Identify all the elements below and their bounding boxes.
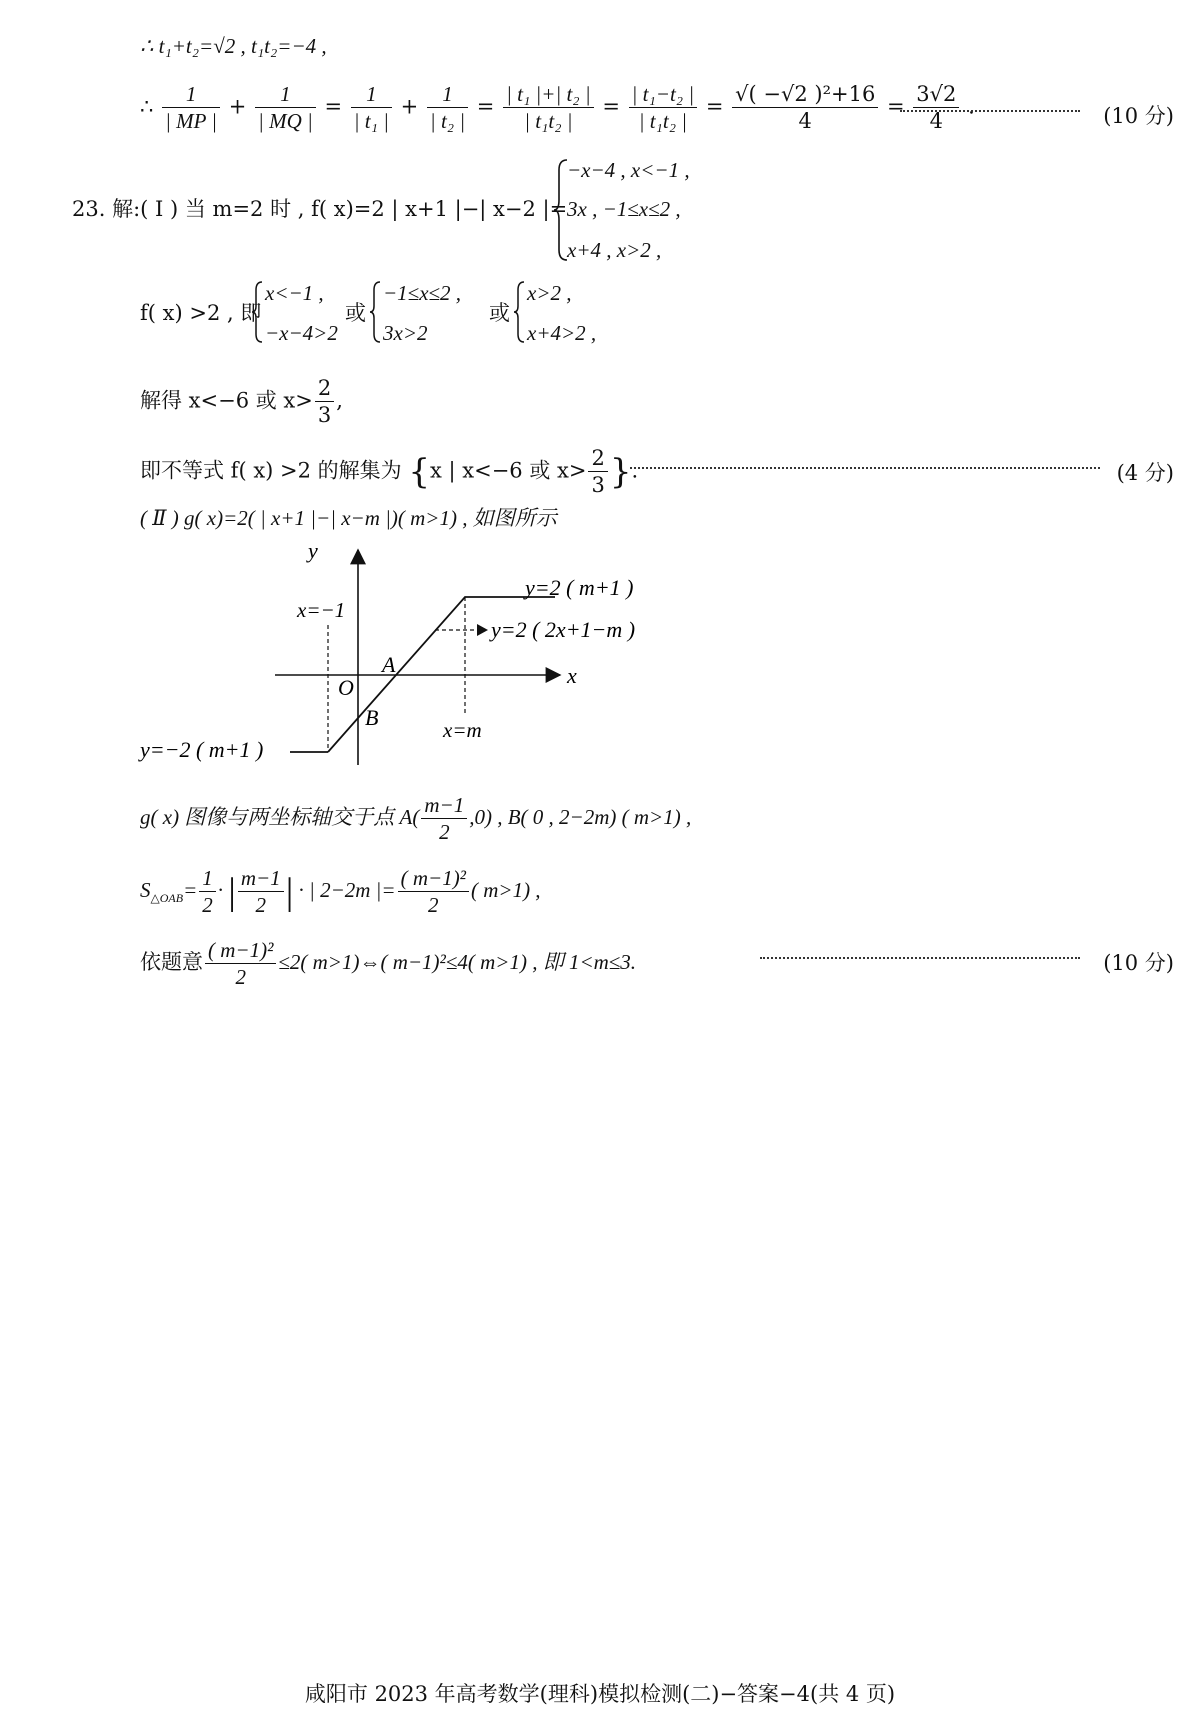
fraction-1-t2: $\frac{1}{\text{| t₂ |}}$ (427, 84, 468, 132)
label-origin: O (338, 675, 354, 700)
system-2-line-b: 3x>2 (383, 321, 428, 345)
solution-text: 解得 x<−6 或 x> (140, 388, 313, 413)
final-lead: 依题意 (140, 949, 203, 974)
plus-sign: + (228, 94, 247, 119)
part-2-line: ( Ⅱ ) g( x)=2( | x+1 |−| x−m |)( m>1) , 如图所示 (140, 506, 557, 530)
fraction-1-mq: $\frac{1}{| MQ |}$ (255, 84, 316, 132)
equals-sign: = (887, 94, 905, 119)
fraction-1-t1: $\frac{1}{\text{| t₁ |}}$ (351, 84, 392, 132)
label-top-line: y=2 ( m+1 ) (525, 575, 634, 600)
piecewise-case-3: x+4 , x>2 , (567, 238, 662, 262)
label-point-a: A (382, 652, 396, 677)
period: . (968, 94, 975, 119)
equals-sign: = (183, 877, 198, 902)
equals-sign: = (324, 94, 343, 119)
abs-bar-left: | (228, 871, 236, 913)
set-brace-open: { (408, 452, 430, 492)
system-1-line-b: −x−4>2 (265, 321, 338, 345)
piecewise-case-1: −x−4 , x<−1 , (567, 158, 690, 182)
final-line (140, 940, 636, 988)
fraction-two-thirds: $\frac{2}{3}$ (315, 378, 334, 426)
brace-system-3 (514, 280, 526, 344)
brace-system-2 (370, 280, 382, 344)
label-x-axis: x (567, 663, 577, 688)
fraction-half: $\frac{1}{2}$ (199, 868, 216, 916)
fraction-m-minus-1-over-2: $\frac{m-1}{2}$ (421, 795, 467, 843)
area-end: ( m>1) , (470, 877, 541, 902)
intersection-end: ,0) , B( 0 , 2−2m) ( m>1) , (469, 804, 692, 829)
solution-line (140, 378, 343, 426)
or-word: 或 (489, 301, 510, 325)
solution-set-text: 即不等式 f( x) >2 的解集为 (140, 458, 402, 483)
pointer-arrow (477, 624, 488, 636)
dot-operator: · (217, 877, 223, 902)
or-word: 或 (345, 301, 366, 325)
abs-bar-right: | (285, 871, 294, 913)
area-line (140, 868, 541, 916)
area-middle: · | 2−2m |= (298, 877, 396, 902)
piecewise-case-2: 3x , −1≤x≤2 , (567, 197, 681, 221)
line-reciprocal-sum (140, 84, 975, 132)
score-4: (4 分) (1116, 461, 1174, 485)
fraction-1-mp: $\frac{1}{| MP |}$ (162, 84, 220, 132)
intersection-line (140, 795, 691, 843)
set-brace-close: } (609, 452, 632, 492)
label-bottom-line: y=−2 ( m+1 ) (140, 737, 264, 762)
function-graph (135, 545, 695, 775)
system-2-line-a: −1≤x≤2 , (383, 281, 462, 305)
system-3-line-a: x>2 , (527, 281, 572, 305)
fraction-abs-sum: $\frac{\text{| t₁ |+| t₂ |}}{\text{| t₁t₂ |}}$ (503, 84, 594, 132)
area-symbol: S (140, 877, 151, 902)
page-footer: 咸阳市 2023 年高考数学(理科)模拟检测(二)−答案−4(共 4 页) (304, 1682, 896, 1706)
final-end: ≤2( m>1)⇔( m−1)²≤4( m>1) , 即 1<m≤3. (278, 949, 637, 974)
inequality-lead: f( x) >2 , 即 (140, 301, 262, 325)
label-point-b: B (365, 705, 379, 730)
label-x-m: x=m (443, 718, 482, 742)
score-10: (10 分) (1103, 104, 1174, 128)
line-t-sum-product: ∴ t₁+t₂=√2 , t₁t₂=−4 , (140, 34, 327, 58)
intersection-text: g( x) 图像与两坐标轴交于点 A( (140, 804, 420, 829)
q23-heading: 23. 解:( Ⅰ ) 当 m=2 时 , f( x)=2 | x+1 |−| x−2 |= (72, 197, 568, 221)
fraction-result: $\frac{3√2}{4}$ (913, 84, 959, 132)
therefore-symbol: ∴ (140, 94, 154, 119)
dot-leader (900, 110, 1080, 112)
label-y-axis: y (308, 545, 318, 563)
comma: , (336, 388, 343, 413)
area-subscript: △OAB (150, 891, 184, 905)
score-10: (10 分) (1103, 951, 1174, 975)
dot-leader (760, 957, 1080, 959)
period: . (631, 458, 639, 483)
system-3-line-b: x+4>2 , (527, 321, 597, 345)
fraction-m-minus-1-over-2: $\frac{m-1}{2}$ (238, 868, 284, 916)
fraction-abs-diff: $\frac{\text{| t₁−t₂ |}}{\text{| t₁t₂ |}}$ (629, 84, 698, 132)
solution-set-line (140, 448, 638, 496)
plus-sign: + (400, 94, 419, 119)
system-1-line-a: x<−1 , (265, 281, 324, 305)
brace-system-1 (252, 280, 264, 344)
equals-sign: = (476, 94, 495, 119)
dot-leader (630, 467, 1100, 469)
equals-sign: = (602, 94, 620, 119)
fraction-square-over-2: $\frac{\text{( m−1)²}}{2}$ (398, 868, 469, 916)
fraction-sqrt: $\frac{\text{√( −√2 )²+16}}{4}$ (732, 84, 878, 132)
fraction-square-over-2: $\frac{\text{( m−1)²}}{2}$ (205, 940, 276, 988)
fraction-two-thirds: $\frac{2}{3}$ (588, 448, 607, 496)
label-mid-line: y=2 ( 2x+1−m ) (491, 617, 636, 642)
set-inner: x | x<−6 或 x> (430, 458, 587, 483)
equals-sign: = (705, 94, 724, 119)
label-x-minus-1: x=−1 (297, 598, 346, 622)
